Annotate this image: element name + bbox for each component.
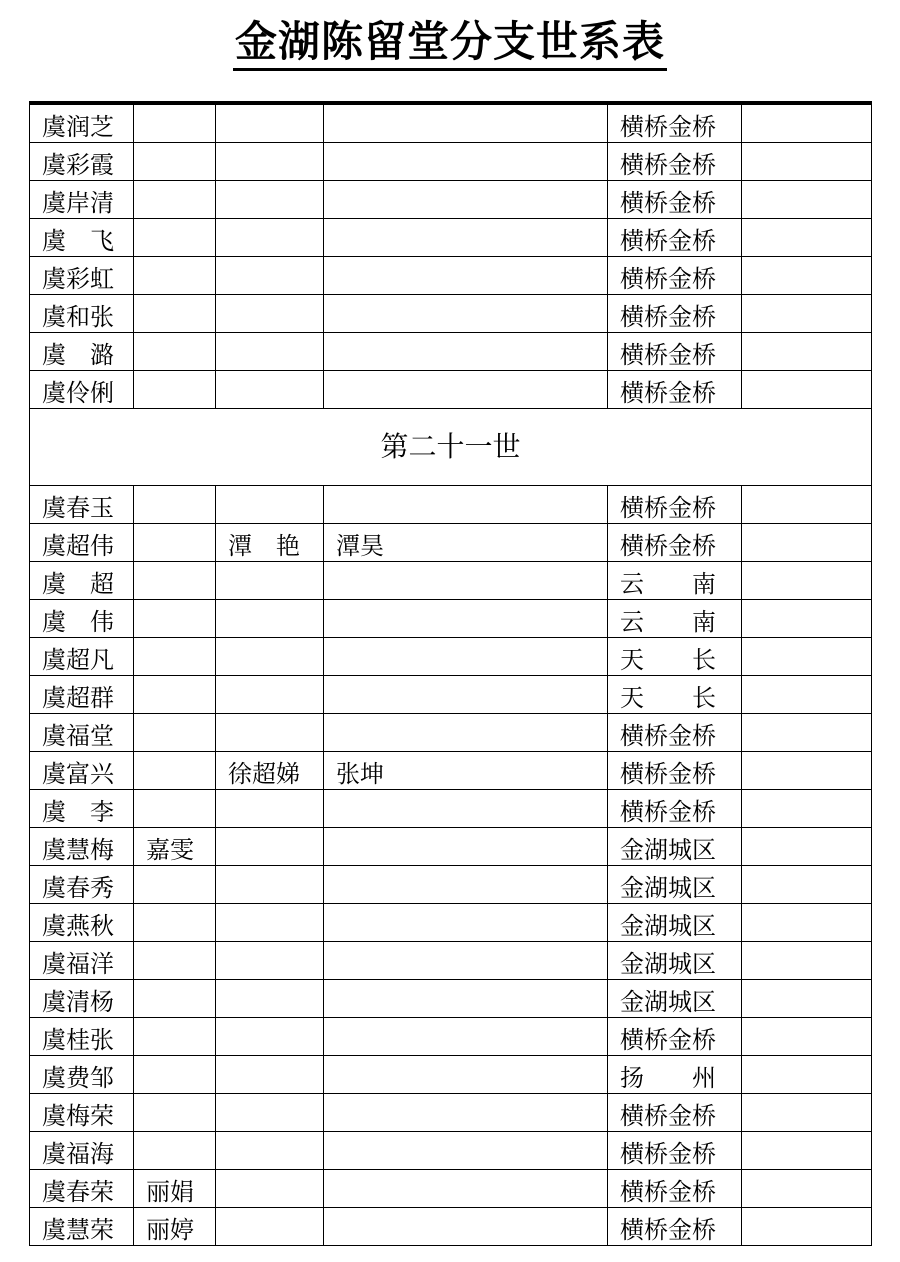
spouse-cell bbox=[216, 103, 324, 143]
member-name-cell: 虞 李 bbox=[30, 790, 134, 828]
residence-cell: 云 南 bbox=[608, 562, 742, 600]
remark-cell bbox=[742, 371, 872, 409]
spouse-cell bbox=[216, 866, 324, 904]
residence-cell: 金湖城区 bbox=[608, 942, 742, 980]
member-name-cell: 虞彩虹 bbox=[30, 257, 134, 295]
page-title-text: 金湖陈留堂分支世系表 bbox=[233, 16, 667, 71]
note-cell bbox=[324, 866, 608, 904]
note-cell bbox=[324, 143, 608, 181]
table-row bbox=[30, 1018, 872, 1056]
spouse-cell bbox=[216, 1056, 324, 1094]
remark-cell bbox=[742, 600, 872, 638]
table-row bbox=[30, 1208, 872, 1246]
generation-label: 第二十一世 bbox=[30, 409, 872, 486]
note-cell bbox=[324, 219, 608, 257]
spouse-cell bbox=[216, 257, 324, 295]
note-cell bbox=[324, 562, 608, 600]
note-cell bbox=[324, 257, 608, 295]
child-cell bbox=[134, 638, 216, 676]
residence-cell: 横桥金桥 bbox=[608, 371, 742, 409]
residence-cell: 天 长 bbox=[608, 638, 742, 676]
remark-cell bbox=[742, 1018, 872, 1056]
spouse-cell: 徐超娣 bbox=[216, 752, 324, 790]
table-row bbox=[30, 638, 872, 676]
child-cell bbox=[134, 181, 216, 219]
spouse-cell bbox=[216, 181, 324, 219]
member-name-cell: 虞清杨 bbox=[30, 980, 134, 1018]
spouse-cell bbox=[216, 676, 324, 714]
residence-cell: 横桥金桥 bbox=[608, 333, 742, 371]
child-cell bbox=[134, 143, 216, 181]
note-cell bbox=[324, 295, 608, 333]
residence-cell: 天 长 bbox=[608, 676, 742, 714]
remark-cell bbox=[742, 638, 872, 676]
note-cell bbox=[324, 600, 608, 638]
note-cell bbox=[324, 1208, 608, 1246]
child-cell bbox=[134, 1132, 216, 1170]
member-name-cell: 虞慧梅 bbox=[30, 828, 134, 866]
remark-cell bbox=[742, 1132, 872, 1170]
note-cell bbox=[324, 181, 608, 219]
remark-cell bbox=[742, 143, 872, 181]
member-name-cell: 虞春玉 bbox=[30, 486, 134, 524]
note-cell: 潭昊 bbox=[324, 524, 608, 562]
remark-cell bbox=[742, 1094, 872, 1132]
note-cell bbox=[324, 942, 608, 980]
table-row bbox=[30, 1094, 872, 1132]
table-row bbox=[30, 828, 872, 866]
note-cell bbox=[324, 1132, 608, 1170]
spouse-cell bbox=[216, 1132, 324, 1170]
remark-cell bbox=[742, 257, 872, 295]
note-cell: 张坤 bbox=[324, 752, 608, 790]
spouse-cell bbox=[216, 942, 324, 980]
child-cell bbox=[134, 714, 216, 752]
table-row bbox=[30, 562, 872, 600]
residence-cell: 横桥金桥 bbox=[608, 1132, 742, 1170]
spouse-cell bbox=[216, 143, 324, 181]
member-name-cell: 虞桂张 bbox=[30, 1018, 134, 1056]
child-cell bbox=[134, 219, 216, 257]
spouse-cell bbox=[216, 1208, 324, 1246]
child-cell bbox=[134, 1094, 216, 1132]
spouse-cell bbox=[216, 714, 324, 752]
note-cell bbox=[324, 790, 608, 828]
table-row bbox=[30, 257, 872, 295]
remark-cell bbox=[742, 1170, 872, 1208]
table-row bbox=[30, 980, 872, 1018]
residence-cell: 横桥金桥 bbox=[608, 219, 742, 257]
member-name-cell: 虞 飞 bbox=[30, 219, 134, 257]
remark-cell bbox=[742, 295, 872, 333]
table-row bbox=[30, 181, 872, 219]
member-name-cell: 虞润芝 bbox=[30, 103, 134, 143]
residence-cell: 横桥金桥 bbox=[608, 524, 742, 562]
note-cell bbox=[324, 103, 608, 143]
child-cell: 丽娟 bbox=[134, 1170, 216, 1208]
remark-cell bbox=[742, 524, 872, 562]
table-row bbox=[30, 219, 872, 257]
remark-cell bbox=[742, 714, 872, 752]
page-title bbox=[0, 14, 900, 71]
residence-cell: 横桥金桥 bbox=[608, 181, 742, 219]
spouse-cell bbox=[216, 295, 324, 333]
spouse-cell bbox=[216, 1094, 324, 1132]
table-row bbox=[30, 1132, 872, 1170]
spouse-cell bbox=[216, 904, 324, 942]
table-row bbox=[30, 714, 872, 752]
member-name-cell: 虞春秀 bbox=[30, 866, 134, 904]
child-cell bbox=[134, 676, 216, 714]
child-cell bbox=[134, 103, 216, 143]
note-cell bbox=[324, 333, 608, 371]
residence-cell: 金湖城区 bbox=[608, 980, 742, 1018]
member-name-cell: 虞伶俐 bbox=[30, 371, 134, 409]
member-name-cell: 虞 伟 bbox=[30, 600, 134, 638]
child-cell bbox=[134, 371, 216, 409]
member-name-cell: 虞福堂 bbox=[30, 714, 134, 752]
remark-cell bbox=[742, 1056, 872, 1094]
member-name-cell: 虞 超 bbox=[30, 562, 134, 600]
child-cell bbox=[134, 600, 216, 638]
remark-cell bbox=[742, 790, 872, 828]
spouse-cell bbox=[216, 1018, 324, 1056]
residence-cell: 横桥金桥 bbox=[608, 143, 742, 181]
member-name-cell: 虞春荣 bbox=[30, 1170, 134, 1208]
table-row bbox=[30, 486, 872, 524]
note-cell bbox=[324, 1056, 608, 1094]
residence-cell: 横桥金桥 bbox=[608, 103, 742, 143]
remark-cell bbox=[742, 866, 872, 904]
remark-cell bbox=[742, 219, 872, 257]
remark-cell bbox=[742, 181, 872, 219]
spouse-cell bbox=[216, 638, 324, 676]
spouse-cell bbox=[216, 1170, 324, 1208]
note-cell bbox=[324, 676, 608, 714]
member-name-cell: 虞岸清 bbox=[30, 181, 134, 219]
residence-cell: 横桥金桥 bbox=[608, 1170, 742, 1208]
member-name-cell: 虞彩霞 bbox=[30, 143, 134, 181]
note-cell bbox=[324, 1018, 608, 1056]
spouse-cell bbox=[216, 333, 324, 371]
child-cell bbox=[134, 333, 216, 371]
spouse-cell bbox=[216, 790, 324, 828]
child-cell bbox=[134, 980, 216, 1018]
table-row bbox=[30, 333, 872, 371]
table-row bbox=[30, 295, 872, 333]
genealogy-table bbox=[29, 101, 872, 1246]
remark-cell bbox=[742, 676, 872, 714]
table-row bbox=[30, 790, 872, 828]
residence-cell: 横桥金桥 bbox=[608, 1018, 742, 1056]
remark-cell bbox=[742, 980, 872, 1018]
table-row bbox=[30, 1170, 872, 1208]
table-row bbox=[30, 103, 872, 143]
table-row bbox=[30, 676, 872, 714]
table-row bbox=[30, 866, 872, 904]
remark-cell bbox=[742, 904, 872, 942]
note-cell bbox=[324, 638, 608, 676]
note-cell bbox=[324, 1094, 608, 1132]
member-name-cell: 虞福海 bbox=[30, 1132, 134, 1170]
residence-cell: 横桥金桥 bbox=[608, 1094, 742, 1132]
member-name-cell: 虞费邹 bbox=[30, 1056, 134, 1094]
note-cell bbox=[324, 904, 608, 942]
member-name-cell: 虞富兴 bbox=[30, 752, 134, 790]
child-cell bbox=[134, 562, 216, 600]
note-cell bbox=[324, 828, 608, 866]
note-cell bbox=[324, 980, 608, 1018]
remark-cell bbox=[742, 562, 872, 600]
table-row bbox=[30, 752, 872, 790]
residence-cell: 云 南 bbox=[608, 600, 742, 638]
residence-cell: 金湖城区 bbox=[608, 904, 742, 942]
spouse-cell: 潭 艳 bbox=[216, 524, 324, 562]
spouse-cell bbox=[216, 486, 324, 524]
member-name-cell: 虞和张 bbox=[30, 295, 134, 333]
spouse-cell bbox=[216, 219, 324, 257]
child-cell bbox=[134, 752, 216, 790]
note-cell bbox=[324, 486, 608, 524]
spouse-cell bbox=[216, 600, 324, 638]
table-row bbox=[30, 600, 872, 638]
child-cell bbox=[134, 1056, 216, 1094]
child-cell bbox=[134, 486, 216, 524]
child-cell bbox=[134, 1018, 216, 1056]
table-row bbox=[30, 371, 872, 409]
residence-cell: 横桥金桥 bbox=[608, 295, 742, 333]
residence-cell: 横桥金桥 bbox=[608, 486, 742, 524]
child-cell bbox=[134, 790, 216, 828]
table-row bbox=[30, 942, 872, 980]
spouse-cell bbox=[216, 562, 324, 600]
table-row bbox=[30, 1056, 872, 1094]
table-row bbox=[30, 524, 872, 562]
residence-cell: 金湖城区 bbox=[608, 866, 742, 904]
spouse-cell bbox=[216, 828, 324, 866]
residence-cell: 横桥金桥 bbox=[608, 790, 742, 828]
member-name-cell: 虞福洋 bbox=[30, 942, 134, 980]
note-cell bbox=[324, 714, 608, 752]
note-cell bbox=[324, 371, 608, 409]
member-name-cell: 虞慧荣 bbox=[30, 1208, 134, 1246]
member-name-cell: 虞超凡 bbox=[30, 638, 134, 676]
member-name-cell: 虞超伟 bbox=[30, 524, 134, 562]
residence-cell: 横桥金桥 bbox=[608, 714, 742, 752]
child-cell bbox=[134, 257, 216, 295]
generation-header-row bbox=[30, 409, 872, 486]
member-name-cell: 虞 潞 bbox=[30, 333, 134, 371]
child-cell bbox=[134, 524, 216, 562]
table-row bbox=[30, 143, 872, 181]
remark-cell bbox=[742, 752, 872, 790]
child-cell bbox=[134, 295, 216, 333]
remark-cell bbox=[742, 103, 872, 143]
genealogy-table-body bbox=[30, 103, 872, 1246]
child-cell bbox=[134, 866, 216, 904]
remark-cell bbox=[742, 486, 872, 524]
remark-cell bbox=[742, 1208, 872, 1246]
spouse-cell bbox=[216, 371, 324, 409]
remark-cell bbox=[742, 828, 872, 866]
residence-cell: 扬 州 bbox=[608, 1056, 742, 1094]
child-cell: 嘉雯 bbox=[134, 828, 216, 866]
child-cell bbox=[134, 942, 216, 980]
remark-cell bbox=[742, 942, 872, 980]
member-name-cell: 虞梅荣 bbox=[30, 1094, 134, 1132]
child-cell bbox=[134, 904, 216, 942]
member-name-cell: 虞燕秋 bbox=[30, 904, 134, 942]
remark-cell bbox=[742, 333, 872, 371]
table-row bbox=[30, 904, 872, 942]
residence-cell: 横桥金桥 bbox=[608, 1208, 742, 1246]
residence-cell: 横桥金桥 bbox=[608, 257, 742, 295]
residence-cell: 横桥金桥 bbox=[608, 752, 742, 790]
member-name-cell: 虞超群 bbox=[30, 676, 134, 714]
spouse-cell bbox=[216, 980, 324, 1018]
child-cell: 丽婷 bbox=[134, 1208, 216, 1246]
residence-cell: 金湖城区 bbox=[608, 828, 742, 866]
note-cell bbox=[324, 1170, 608, 1208]
